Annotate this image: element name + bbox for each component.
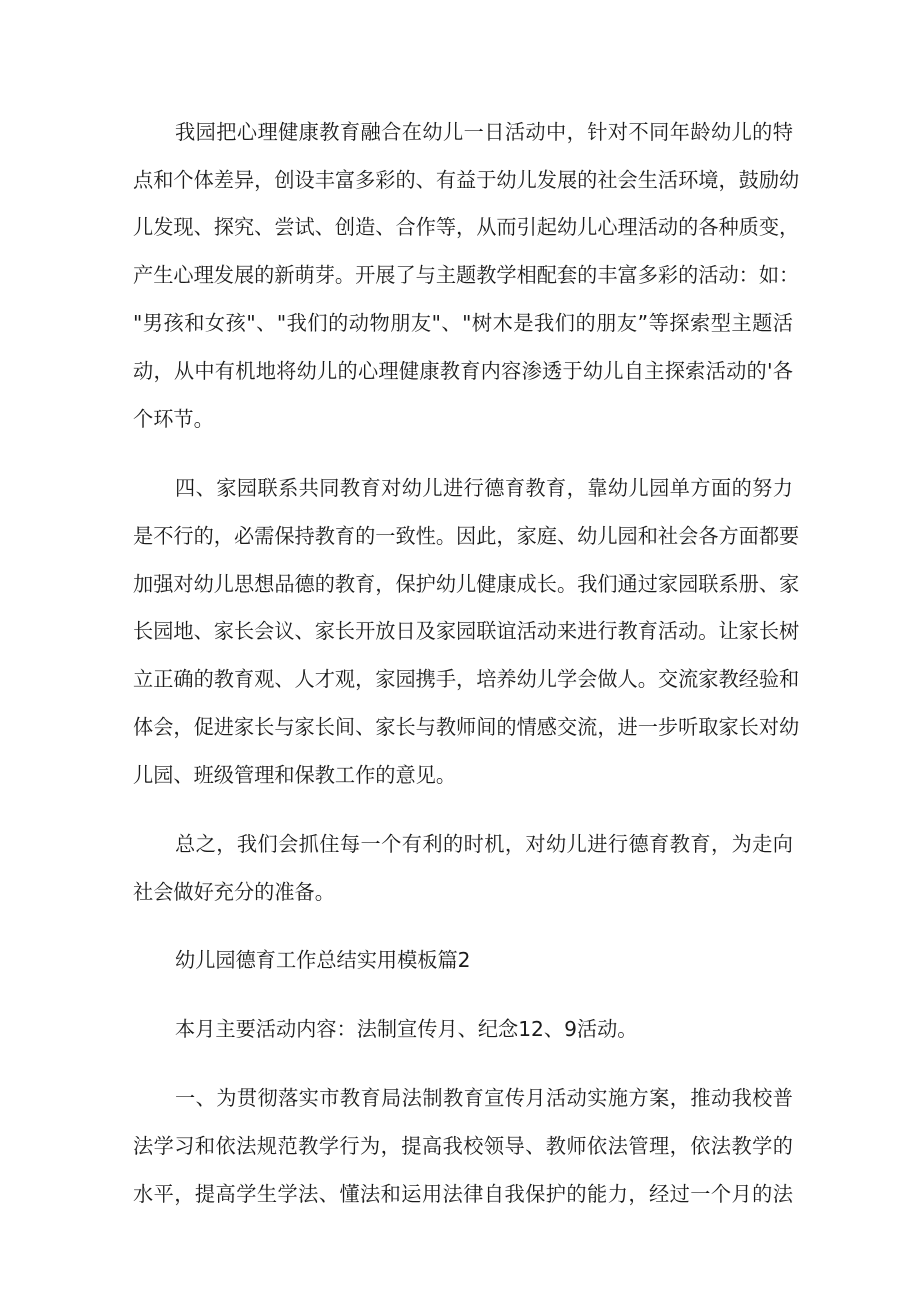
text-line: 我园把心理健康教育融合在幼儿一日活动中，针对不同年龄幼儿的特 bbox=[175, 120, 793, 144]
text-line: 幼儿园德育工作总结实用模板篇2 bbox=[175, 948, 471, 972]
text-line: 是不行的，必需保持教育的一致性。因此，家庭、幼儿园和社会各方面都要 bbox=[133, 524, 800, 548]
text-line: 本月主要活动内容：法制宣传月、纪念12、9活动。 bbox=[175, 1017, 638, 1041]
text-line: 水平，提高学生学法、懂法和运用法律自我保护的能力，经过一个月的法 bbox=[133, 1182, 793, 1206]
text-line: 点和个体差异，创设丰富多彩的、有益于幼儿发展的社会生活环境，鼓励幼 bbox=[133, 168, 800, 192]
text-line: 法学习和依法规范教学行为，提高我校领导、教师依法管理，依法教学的 bbox=[133, 1134, 793, 1158]
text-line: 动，从中有机地将幼儿的心理健康教育内容渗透于幼儿自主探索活动的'各 bbox=[133, 359, 793, 383]
text-line: 四、家园联系共同教育对幼儿进行德育教育，靠幼儿园单方面的努力 bbox=[175, 476, 793, 500]
text-line: 立正确的教育观、人才观，家园携手，培养幼儿学会做人。交流家教经验和 bbox=[133, 667, 800, 691]
text-line: 个环节。 bbox=[133, 407, 214, 431]
text-line: 加强对幼儿思想品德的教育，保护幼儿健康成长。我们通过家园联系册、家 bbox=[133, 572, 800, 596]
text-line: 长园地、家长会议、家长开放日及家园联谊活动来进行教育活动。让家长树 bbox=[133, 619, 800, 643]
text-line: 儿发现、探究、尝试、创造、合作等，从而引起幼儿心理活动的各种质变， bbox=[133, 215, 800, 239]
text-line: 体会，促进家长与家长间、家长与教师间的情感交流，进一步听取家长对幼 bbox=[133, 715, 800, 739]
text-line: 产生心理发展的新萌芽。开展了与主题教学相配套的丰富多彩的活动：如： bbox=[133, 263, 800, 287]
text-line: 总之，我们会抓住每一个有利的时机，对幼儿进行德育教育，为走向 bbox=[175, 832, 793, 856]
text-line: 儿园、班级管理和保教工作的意见。 bbox=[133, 763, 457, 787]
text-line: 一、为贯彻落实市教育局法制教育宣传月活动实施方案，推动我校普 bbox=[175, 1086, 793, 1110]
text-line: "男孩和女孩"、"我们的动物朋友"、"树木是我们的朋友”等探索型主题活 bbox=[133, 311, 793, 335]
text-line: 社会做好充分的准备。 bbox=[133, 880, 335, 904]
